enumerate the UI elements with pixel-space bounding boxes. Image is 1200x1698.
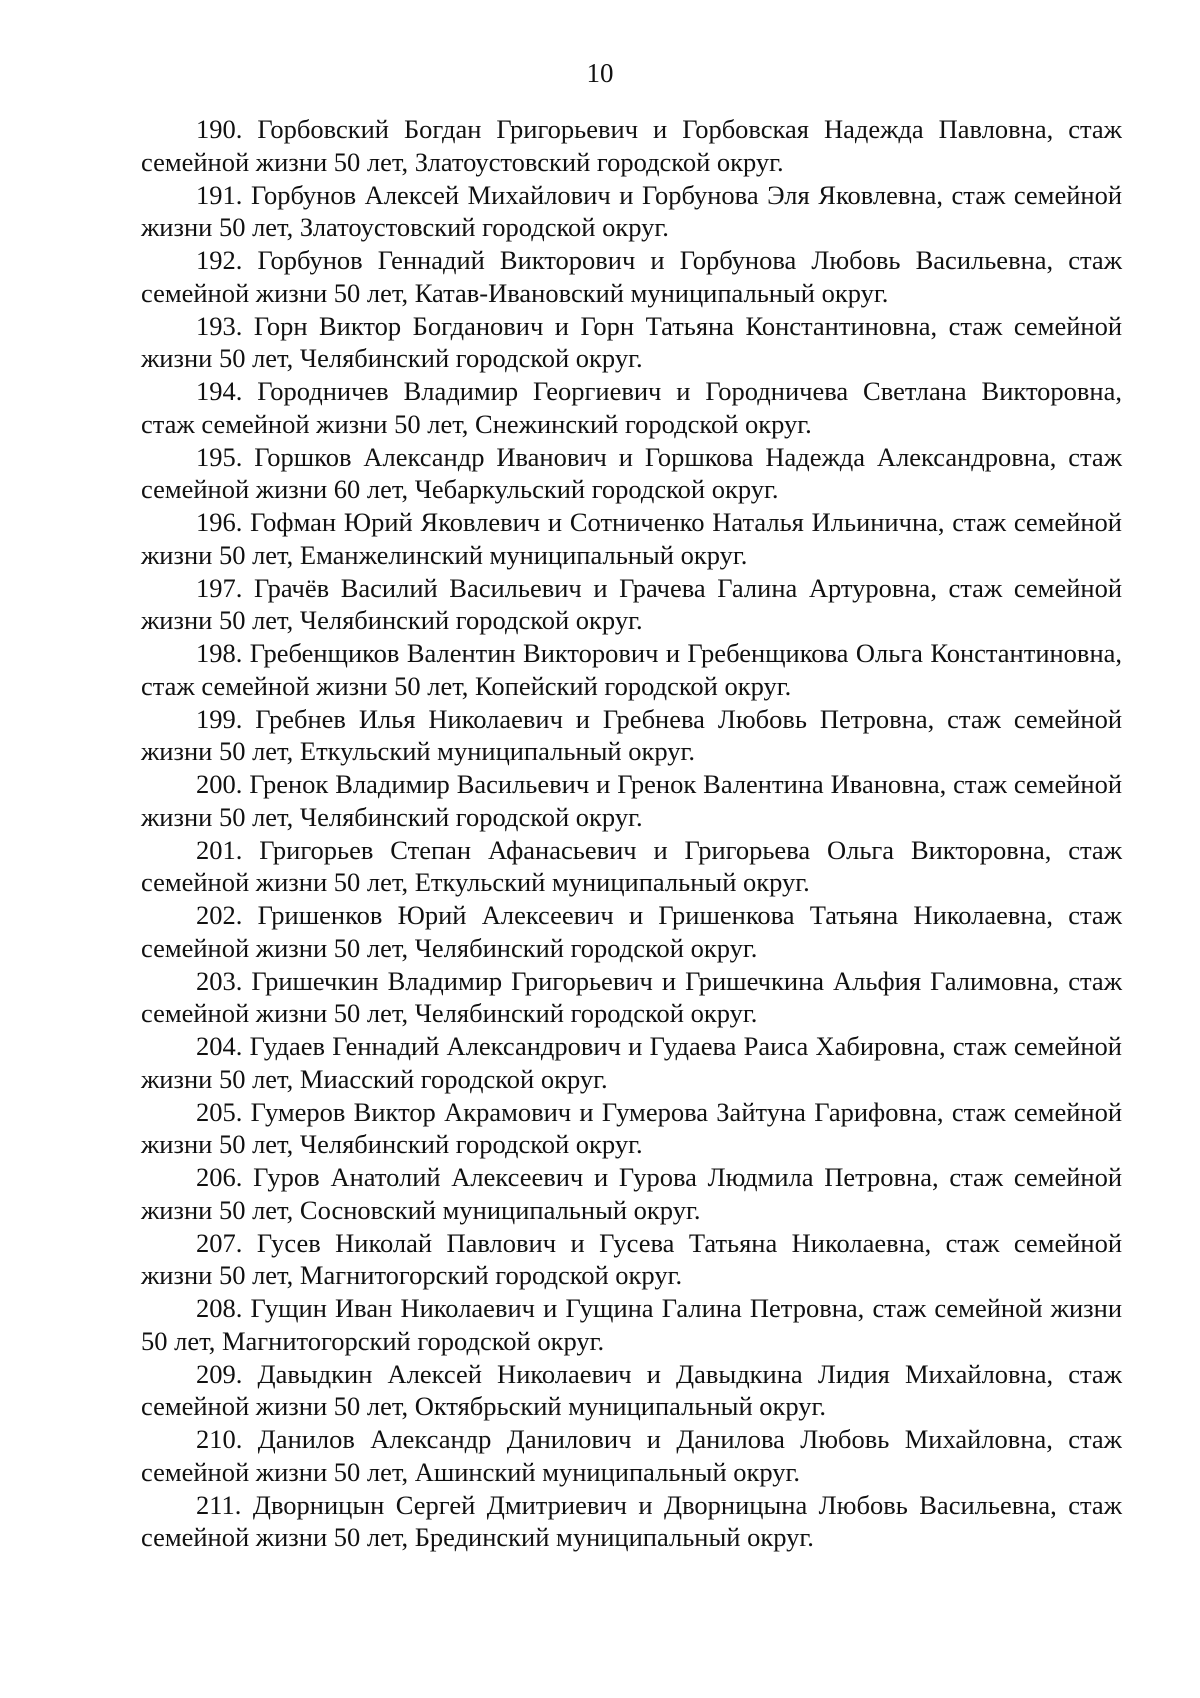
list-item: [141, 375, 1122, 440]
entry-text: Давыдкин Алексей Николаевич и Давыдкина Лидия Михайловна, стаж семейной жизни 50 лет, Октябрьский муниципальный округ.: [141, 1358, 1123, 1421]
entry-number: 208.: [196, 1293, 243, 1323]
entry-text: Гришенков Юрий Алексеевич и Гришенкова Татьяна Николаевна, стаж семейной жизни 50 лет, Челябинский городской округ.: [141, 900, 1122, 963]
list-item: [141, 441, 1122, 506]
entry-text: Гуров Анатолий Алексеевич и Гурова Людмила Петровна, стаж семейной жизни 50 лет, Сосновский муниципальный округ.: [141, 1162, 1123, 1225]
list-item: [141, 310, 1122, 375]
entry-text: Дворницын Сергей Дмитриевич и Дворницына Любовь Васильевна, стаж семейной жизни 50 лет, Брединский муниципальный округ.: [141, 1489, 1123, 1552]
list-item: [141, 703, 1122, 768]
list-item: [141, 1489, 1122, 1554]
list-item: [141, 834, 1122, 899]
list-item: [141, 965, 1122, 1030]
list-item: [141, 244, 1122, 309]
entry-text: Городничев Владимир Георгиевич и Городничева Светлана Викторовна, стаж семейной жизни 50 лет, Снежинский городской округ.: [141, 376, 1123, 439]
entry-number: 197.: [196, 572, 243, 603]
entry-number: 191.: [196, 179, 243, 210]
entry-number: 194.: [196, 376, 243, 406]
entry-text: Гришечкин Владимир Григорьевич и Гришечкина Альфия Галимовна, стаж семейной жизни 50 лет, Челябинский городской округ.: [141, 965, 1122, 1028]
entry-number: 199.: [196, 703, 243, 734]
list-item: [141, 506, 1122, 571]
list-item: [141, 1292, 1122, 1357]
entry-number: 207.: [196, 1227, 243, 1258]
entry-number: 205.: [196, 1096, 243, 1127]
entry-text: Гущин Иван Николаевич и Гущина Галина Петровна, стаж семейной жизни 50 лет, Магнитогорский городской округ.: [141, 1293, 1122, 1356]
entry-text: Горбунов Геннадий Викторович и Горбунова Любовь Васильевна, стаж семейной жизни 50 лет, Катав-Ивановский муниципальный округ.: [141, 245, 1122, 308]
entry-text: Горшков Александр Иванович и Горшкова Надежда Александровна, стаж семейной жизни 60 лет, Чебаркульский городской округ.: [141, 441, 1122, 504]
entry-number: 204.: [196, 1031, 243, 1061]
entry-number: 206.: [196, 1162, 243, 1192]
list-item: [141, 768, 1122, 833]
entry-text: Гофман Юрий Яковлевич и Сотниченко Наталья Ильинична, стаж семейной жизни 50 лет, Еманжелинский муниципальный округ.: [141, 507, 1122, 570]
entry-number: 190.: [196, 114, 243, 144]
list-item: [141, 572, 1122, 637]
entry-number: 201.: [196, 834, 243, 865]
list-item: [141, 1358, 1122, 1423]
entry-number: 198.: [196, 638, 243, 668]
entry-text: Гудаев Геннадий Александрович и Гудаева Раиса Хабировна, стаж семейной жизни 50 лет, Миасский городской округ.: [141, 1031, 1122, 1094]
entry-number: 195.: [196, 441, 243, 472]
entry-number: 211.: [196, 1489, 242, 1520]
entry-list: [141, 113, 1122, 1554]
entry-text: Грачёв Василий Васильевич и Грачева Галина Артуровна, стаж семейной жизни 50 лет, Челябинский городской округ.: [141, 572, 1122, 635]
entry-text: Горбунов Алексей Михайлович и Горбунова Эля Яковлевна, стаж семейной жизни 50 лет, Златоустовский городской округ.: [141, 179, 1122, 242]
entry-number: 193.: [196, 310, 243, 341]
entry-number: 192.: [196, 245, 243, 275]
list-item: [141, 637, 1122, 702]
entry-number: 209.: [196, 1358, 243, 1389]
list-item: [141, 1423, 1122, 1488]
entry-text: Григорьев Степан Афанасьевич и Григорьева Ольга Викторовна, стаж семейной жизни 50 лет, Еткульский муниципальный округ.: [141, 834, 1123, 897]
list-item: [141, 1227, 1122, 1292]
entry-text: Гренок Владимир Васильевич и Гренок Валентина Ивановна, стаж семейной жизни 50 лет, Челябинский городской округ.: [141, 769, 1123, 832]
entry-text: Горн Виктор Богданович и Горн Татьяна Константиновна, стаж семейной жизни 50 лет, Челябинский городской округ.: [141, 310, 1123, 373]
entry-number: 196.: [196, 507, 243, 537]
entry-text: Гумеров Виктор Акрамович и Гумерова Зайтуна Гарифовна, стаж семейной жизни 50 лет, Челябинский городской округ.: [141, 1096, 1123, 1159]
entry-number: 210.: [196, 1424, 243, 1454]
entry-text: Горбовский Богдан Григорьевич и Горбовская Надежда Павловна, стаж семейной жизни 50 лет, Златоустовский городской округ.: [141, 114, 1122, 177]
entry-number: 203.: [196, 965, 243, 996]
list-item: [141, 113, 1122, 178]
list-item: [141, 179, 1122, 244]
entry-text: Гребнев Илья Николаевич и Гребнева Любовь Петровна, стаж семейной жизни 50 лет, Еткульский муниципальный округ.: [141, 703, 1122, 766]
entry-number: 202.: [196, 900, 243, 930]
list-item: [141, 899, 1122, 964]
entry-number: 200.: [196, 769, 243, 799]
list-item: [141, 1030, 1122, 1095]
entry-text: Гусев Николай Павлович и Гусева Татьяна Николаевна, стаж семейной жизни 50 лет, Магнитогорский городской округ.: [141, 1227, 1123, 1290]
list-item: [141, 1161, 1122, 1226]
entry-text: Гребенщиков Валентин Викторович и Гребенщикова Ольга Константиновна, стаж семейной жизни 50 лет, Копейский городской округ.: [141, 638, 1123, 701]
page-number: 10: [586, 58, 614, 88]
entry-text: Данилов Александр Данилович и Данилова Любовь Михайловна, стаж семейной жизни 50 лет, Ашинский муниципальный округ.: [141, 1424, 1122, 1487]
list-item: [141, 1096, 1122, 1161]
